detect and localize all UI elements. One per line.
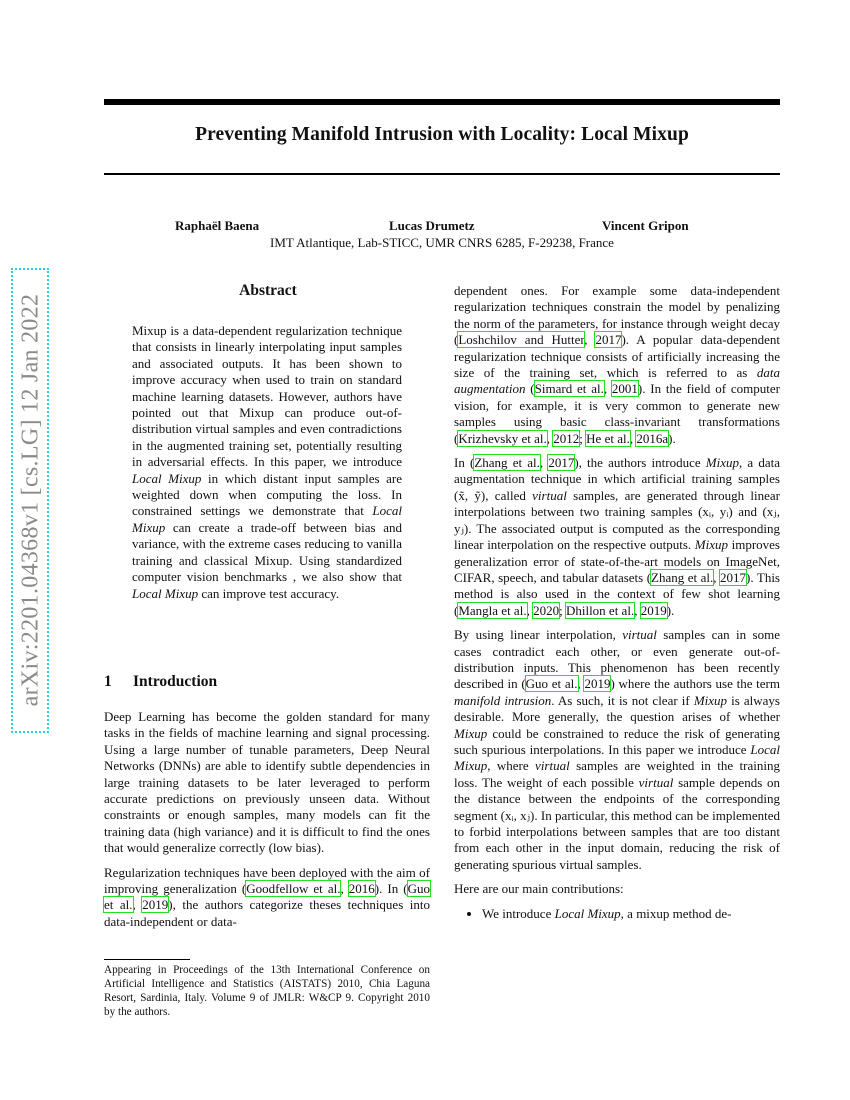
title-rule — [104, 173, 780, 175]
citation-link[interactable]: Zhang et al. — [651, 569, 714, 585]
author-3: Vincent Gripon — [602, 218, 689, 233]
citation-link[interactable]: Simard et al. — [534, 381, 604, 397]
right-column-body — [454, 283, 780, 922]
citation-year-link[interactable]: 2017 — [548, 455, 575, 471]
citation-link[interactable]: He et al. — [586, 430, 630, 446]
intro-paragraph-1: Deep Learning has become the golden standard for many tasks in the fields of machine learning and signal processing. Using a large number of tunable parameters, Deep Neural Networks (DNNs) are able to identify subtle dependencies in large training datasets to be later leveraged to perform accurate predictions on previously unseen data. Without constraints or enough samples, many models can fit the training data (high variance) and it is difficult to find the ones that would generalize correctly (low bias). — [104, 709, 430, 856]
author-1: Raphaël Baena — [175, 218, 260, 233]
citation-year-link[interactable]: 2016 — [348, 881, 375, 897]
section-title: Introduction — [133, 673, 218, 690]
abstract-heading: Abstract — [239, 282, 297, 299]
intro-paragraph-2: Regularization techniques have been deployed with the aim of improving generalization (Goodfellow et al., 2016). In (Guo et al., 2019), the authors categorize theses techniques into data-independent or data- — [104, 864, 430, 929]
intro-paragraph-2-cont: dependent ones. For example some data-independent regularization techniques constrain the model by penalizing the norm of the parameters, for instance through weight decay (Loshchilov and Hutter, 2017). A popular data-dependent regularization technique consists of artificially increasing the size of the training set, which is referred to as data augmentation (Simard et al., 2001). In the field of computer vision, for example, it is very common to generate new samples using basic class-invariant transformations (Krizhevsky et al., 2012; He et al., 2016a). — [454, 283, 780, 446]
intro-paragraph-4: By using linear interpolation, virtual samples can in some cases contradict each other, or even generate out-of-distribution inputs. This phenomenon has been recently described in (Guo et al., 2019) where the authors use the term manifold intrusion. As such, it is not clear if Mixup is always desirable. More generally, the question arises of whether Mixup could be constrained to reduce the risk of generating such spurious interpolations. In this paper we introduce Local Mixup, where virtual samples are weighted in the training loss. The weight of each possible virtual sample depends on the distance between the endpoints of the corresponding segment (xᵢ, xⱼ). In particular, this method can be implemented to forbid interpolations between samples that are too distant from each other in the input domain, reducing the risk of generating spurious virtual samples. — [454, 627, 781, 872]
citation-link[interactable]: Goodfellow et al. — [246, 881, 341, 897]
citation-link[interactable]: Zhang et al. — [474, 455, 540, 471]
author-2: Lucas Drumetz — [389, 218, 475, 233]
citation-link[interactable]: Dhillon et al. — [565, 602, 635, 618]
citation-link[interactable]: Guo et al. — [104, 881, 430, 913]
left-column-body — [104, 709, 430, 938]
footnote: Appearing in Proceedings of the 13th International Conference on Artificial Intelligence and Statistics (AISTATS) 2010, Chia Laguna Resort, Sardinia, Italy. Volume 9 of JMLR: W&CP 9. Copyright 2010 by the authors. — [104, 964, 430, 1018]
citation-link[interactable]: Guo et al. — [525, 676, 578, 692]
citation-year-link[interactable]: 2012 — [553, 430, 580, 446]
contributions-intro: Here are our main contributions: — [454, 881, 624, 897]
citation-year-link[interactable]: 2019 — [584, 676, 611, 692]
citation-link[interactable]: Mangla et al. — [458, 602, 527, 618]
citation-year-link[interactable]: 2017 — [720, 569, 747, 585]
affiliation: IMT Atlantique, Lab-STICC, UMR CNRS 6285, F-29238, France — [270, 235, 614, 250]
citation-link[interactable]: Loshchilov and Hutter — [458, 332, 585, 348]
contributions-list — [454, 906, 780, 922]
citation-year-link[interactable]: 2019 — [142, 897, 169, 913]
paper-title: Preventing Manifold Intrusion with Locality: Local Mixup — [195, 124, 689, 145]
footnote-rule — [104, 959, 190, 960]
citation-link[interactable]: Krizhevsky et al. — [458, 430, 547, 446]
citation-year-link[interactable]: 2019 — [640, 602, 667, 618]
citation-year-link[interactable]: 2016a — [636, 430, 669, 446]
top-rule — [104, 99, 780, 105]
intro-paragraph-3: In (Zhang et al., 2017), the authors introduce Mixup, a data augmentation technique in which artificial training samples (x̃, ỹ), called virtual samples, are generated through linear interpolations between two training samples (xᵢ, yᵢ) and (xⱼ, yⱼ). The associated output is computed as the corresponding linear interpolation on the respective outputs. Mixup improves generalization error of state-of-the-art models on ImageNet, CIFAR, speech, and tabular datasets (Zhang et al., 2017). This method is also used in the context of few shot learning (Mangla et al., 2020; Dhillon et al., 2019). — [454, 455, 781, 618]
section-number: 1 — [104, 673, 112, 690]
contribution-item: • We introduce Local Mixup, a mixup method de- — [482, 906, 780, 922]
citation-year-link[interactable]: 2001 — [611, 381, 638, 397]
citation-year-link[interactable]: 2017 — [595, 332, 622, 348]
arxiv-stamp[interactable]: arXiv:2201.04368v1 [cs.LG] 12 Jan 2022 — [17, 293, 44, 707]
abstract-body: Mixup is a data-dependent regularization technique that consists in linearly interpolating input samples and associated outputs. It has been shown to improve accuracy when used to train on standard machine learning datasets. However, authors have pointed out that Mixup can produce out-of-distribution virtual samples and even contradictions in the augmented training set, potentially resulting in adversarial effects. In this paper, we introduce Local Mixup in which distant input samples are weighted down when computing the loss. In constrained settings we demonstrate that Local Mixup can create a trade-off between bias and variance, with the extreme cases reducing to vanilla training and classical Mixup. Using standardized computer vision benchmarks , we also show that Local Mixup can improve test accuracy. — [132, 323, 402, 601]
citation-year-link[interactable]: 2020 — [533, 602, 560, 618]
section-heading-introduction — [104, 673, 217, 691]
